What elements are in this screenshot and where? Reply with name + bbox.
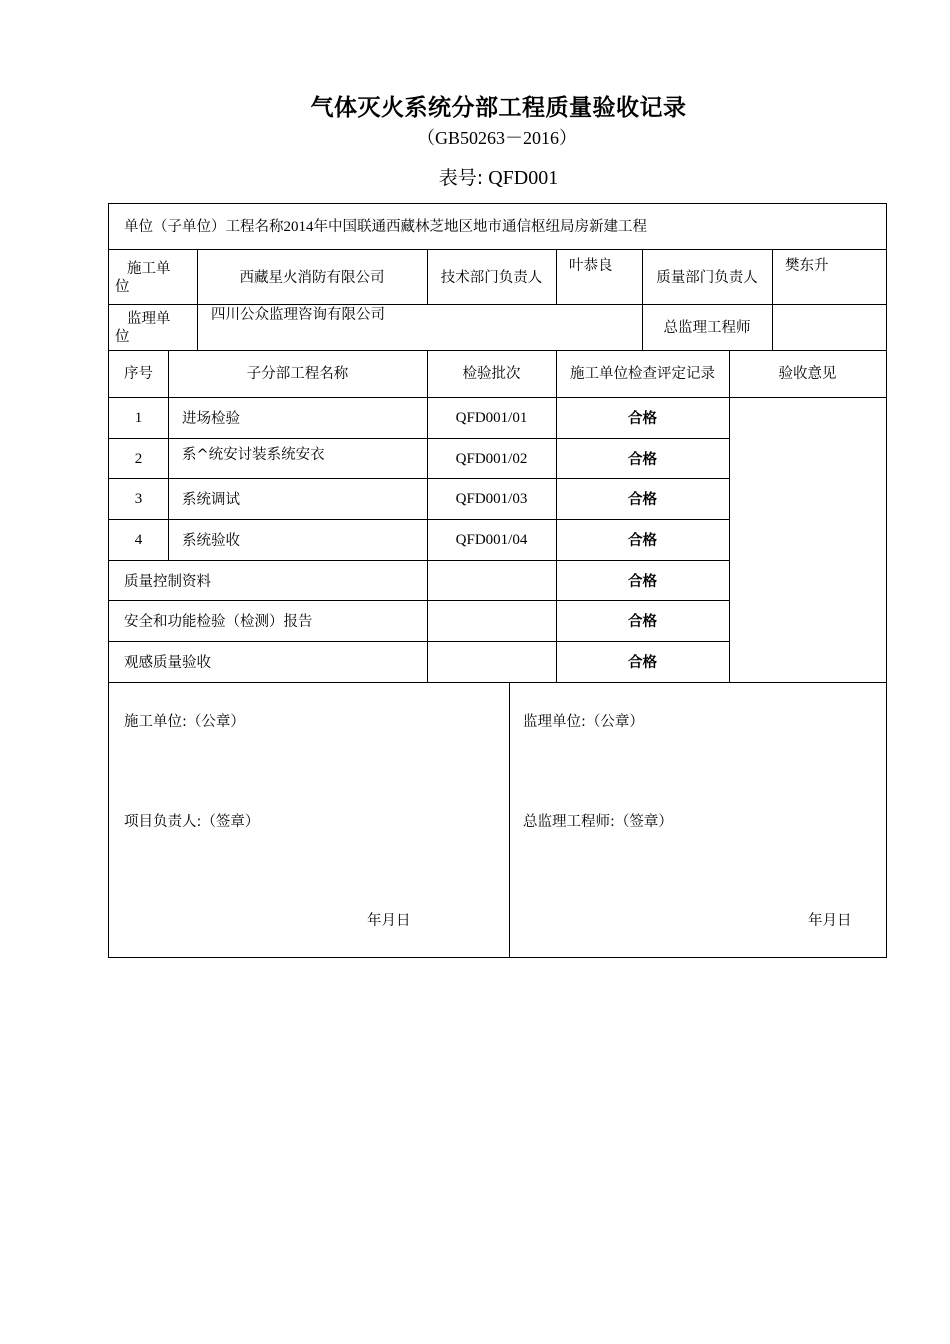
row-2-result: 合格 — [628, 452, 657, 468]
supervision-unit-value: 四川公众监理咨询有限公司 — [211, 307, 385, 323]
chief-supervisor-label: 总监理工程师 — [663, 320, 751, 336]
construction-date: 年月日 — [367, 913, 411, 929]
appearance-quality-label: 观感质量验收 — [124, 655, 211, 671]
row-4-name: 系统验收 — [182, 533, 240, 549]
project-name-field — [124, 218, 647, 236]
chief-supervisor-signature: 总监理工程师:（签章） — [523, 814, 673, 830]
tech-head-value: 叶恭良 — [569, 258, 613, 274]
project-manager-signature: 项目负责人:（签章） — [124, 814, 260, 830]
supervision-unit-label-line1: 监理单 — [127, 311, 171, 327]
tech-head-label: 技术部门负责人 — [440, 270, 543, 286]
standard-code: （GB50263－2016） — [416, 128, 577, 148]
header-subdivision-name: 子分部工程名称 — [246, 366, 349, 382]
construction-unit-seal: 施工单位:（公章） — [124, 714, 245, 730]
row-3-no: 3 — [134, 491, 143, 507]
appearance-quality-result: 合格 — [628, 655, 657, 671]
row-1-no: 1 — [134, 410, 143, 426]
row-4-result: 合格 — [628, 533, 657, 549]
supervision-unit-label-line2: 位 — [115, 329, 130, 345]
form-number — [0, 163, 950, 190]
project-name-label: 单位（子单位）工程名称 — [124, 219, 284, 235]
row-2-name: 系^统安讨装系统安衣 — [182, 447, 325, 463]
safety-function-report-result: 合格 — [628, 614, 657, 630]
form-number-label: 表号: — [438, 167, 484, 189]
quality-control-docs-label: 质量控制资料 — [124, 574, 211, 590]
header-batch: 检验批次 — [462, 366, 521, 382]
header-check-record: 施工单位检查评定记录 — [570, 366, 715, 382]
header-seq: 序号 — [124, 366, 153, 382]
row-4-batch: QFD001/04 — [455, 532, 528, 548]
row-1-batch: QFD001/01 — [455, 410, 528, 426]
safety-function-report-label: 安全和功能检验（检测）报告 — [124, 614, 313, 630]
form-number-value: QFD001 — [488, 167, 559, 189]
supervision-unit-seal: 监理单位:（公章） — [523, 714, 644, 730]
row-2-no: 2 — [134, 451, 143, 467]
document-title: 气体灭火系统分部工程质量验收记录 — [310, 95, 687, 121]
row-2-batch: QFD001/02 — [455, 451, 528, 467]
row-1-name: 进场检验 — [182, 411, 240, 427]
header-acceptance-opinion: 验收意见 — [778, 366, 837, 382]
row-1-result: 合格 — [628, 411, 657, 427]
quality-control-docs-result: 合格 — [628, 574, 657, 590]
row-3-batch: QFD001/03 — [455, 491, 528, 507]
construction-unit-label-line1: 施工单 — [127, 261, 171, 277]
project-name: 年中国联通西藏林芝地区地市通信枢纽局房新建工程 — [313, 219, 647, 235]
construction-unit-label-line2: 位 — [115, 279, 130, 295]
quality-head-label: 质量部门负责人 — [656, 270, 758, 286]
row-3-name: 系统调试 — [182, 492, 240, 508]
construction-unit-value: 西藏星火消防有限公司 — [239, 270, 385, 286]
quality-head-value: 樊东升 — [785, 258, 829, 274]
record-form — [108, 203, 887, 958]
supervision-date: 年月日 — [808, 913, 852, 929]
project-year: 2014 — [283, 219, 314, 235]
row-4-no: 4 — [134, 532, 143, 548]
row-3-result: 合格 — [628, 492, 657, 508]
